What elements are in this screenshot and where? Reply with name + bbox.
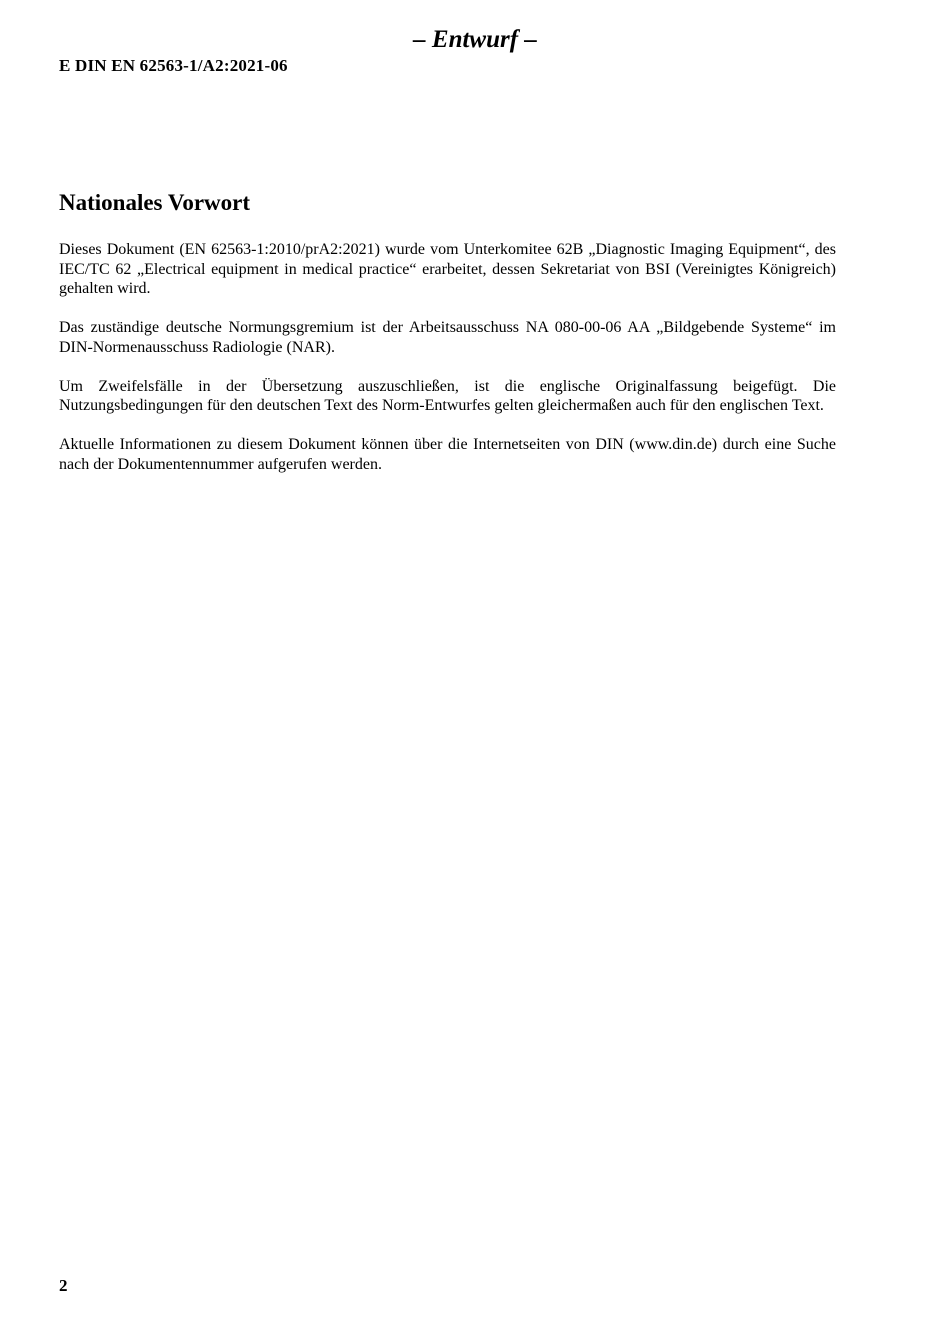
page-number: 2	[59, 1276, 68, 1295]
section-title: Nationales Vorwort	[59, 190, 251, 215]
foreword-body	[59, 240, 836, 494]
paragraph-2: Das zuständige deutsche Normungsgremium ist der Arbeitsausschuss NA 080-00-06 AA „Bildgebende Systeme“ im DIN-Normenausschuss Radiologie (NAR).	[59, 319, 836, 356]
paragraph-4: Aktuelle Informationen zu diesem Dokument können über die Internetseiten von DIN (www.din.de) durch eine Suche nach der Dokumentennummer aufgerufen werden.	[59, 436, 836, 473]
draft-watermark: – Entwurf –	[413, 26, 537, 53]
paragraph-3: Um Zweifelsfälle in der Übersetzung auszuschließen, ist die englische Originalfassung beigefügt. Die Nutzungsbedingungen für den deutschen Text des Norm-Entwurfes gelten gleichermaßen auch für den englischen Text.	[59, 377, 836, 414]
paragraph-1: Dieses Dokument (EN 62563-1:2010/prA2:2021) wurde vom Unterkomitee 62B „Diagnostic Imaging Equipment“, des IEC/TC 62 „Electrical equipment in medical practice“ erarbeitet, dessen Sekretariat von BSI (Vereinigtes Königreich) gehalten wird.	[59, 241, 836, 297]
document-id: E DIN EN 62563-1/A2:2021-06	[59, 56, 288, 75]
